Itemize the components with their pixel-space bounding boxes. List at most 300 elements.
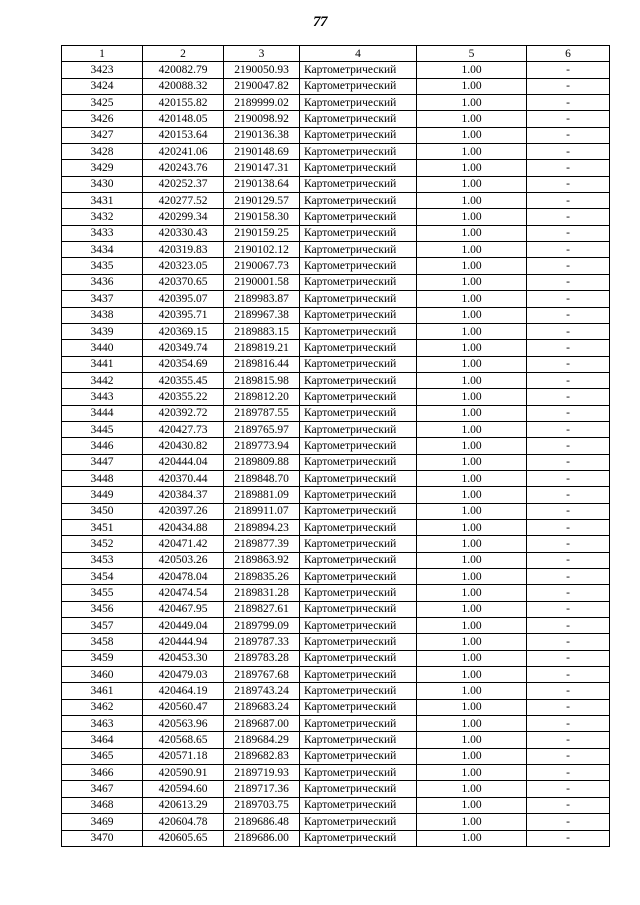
x-coordinate-cell: 420355.45 <box>143 372 224 388</box>
table-row <box>62 454 610 470</box>
description-cell: - <box>527 160 610 176</box>
x-coordinate-cell: 420434.88 <box>143 519 224 535</box>
y-coordinate-cell: 2190067.73 <box>224 258 300 274</box>
point-number-cell: 3446 <box>62 438 143 454</box>
table-row <box>62 356 610 372</box>
point-number-cell: 3466 <box>62 765 143 781</box>
method-cell: Картометрический <box>300 193 417 209</box>
table-row <box>62 274 610 290</box>
accuracy-cell: 1.00 <box>417 585 527 601</box>
description-cell: - <box>527 274 610 290</box>
x-coordinate-cell: 420082.79 <box>143 62 224 78</box>
table-row <box>62 716 610 732</box>
accuracy-cell: 1.00 <box>417 618 527 634</box>
x-coordinate-cell: 420370.44 <box>143 470 224 486</box>
description-cell: - <box>527 618 610 634</box>
y-coordinate-cell: 2190148.69 <box>224 144 300 160</box>
point-number-cell: 3445 <box>62 421 143 437</box>
method-cell: Картометрический <box>300 634 417 650</box>
x-coordinate-cell: 420568.65 <box>143 732 224 748</box>
method-cell: Картометрический <box>300 569 417 585</box>
y-coordinate-cell: 2189819.21 <box>224 340 300 356</box>
y-coordinate-cell: 2189983.87 <box>224 291 300 307</box>
description-cell: - <box>527 732 610 748</box>
y-coordinate-cell: 2190098.92 <box>224 111 300 127</box>
accuracy-cell: 1.00 <box>417 438 527 454</box>
description-cell: - <box>527 225 610 241</box>
method-cell: Картометрический <box>300 127 417 143</box>
y-coordinate-cell: 2189894.23 <box>224 519 300 535</box>
method-cell: Картометрический <box>300 830 417 846</box>
method-cell: Картометрический <box>300 585 417 601</box>
y-coordinate-cell: 2189809.88 <box>224 454 300 470</box>
method-cell: Картометрический <box>300 372 417 388</box>
accuracy-cell: 1.00 <box>417 814 527 830</box>
y-coordinate-cell: 2189783.28 <box>224 650 300 666</box>
accuracy-cell: 1.00 <box>417 421 527 437</box>
description-cell: - <box>527 585 610 601</box>
table-row <box>62 421 610 437</box>
x-coordinate-cell: 420349.74 <box>143 340 224 356</box>
point-number-cell: 3463 <box>62 716 143 732</box>
x-coordinate-cell: 420613.29 <box>143 797 224 813</box>
method-cell: Картометрический <box>300 95 417 111</box>
y-coordinate-cell: 2189719.93 <box>224 765 300 781</box>
table-row <box>62 487 610 503</box>
description-cell: - <box>527 699 610 715</box>
table-row <box>62 585 610 601</box>
y-coordinate-cell: 2189877.39 <box>224 536 300 552</box>
accuracy-cell: 1.00 <box>417 830 527 846</box>
table-row <box>62 225 610 241</box>
x-coordinate-cell: 420503.26 <box>143 552 224 568</box>
column-header-2: 2 <box>143 46 224 62</box>
description-cell: - <box>527 781 610 797</box>
point-number-cell: 3432 <box>62 209 143 225</box>
y-coordinate-cell: 2189911.07 <box>224 503 300 519</box>
y-coordinate-cell: 2189787.55 <box>224 405 300 421</box>
point-number-cell: 3442 <box>62 372 143 388</box>
accuracy-cell: 1.00 <box>417 454 527 470</box>
table-row <box>62 683 610 699</box>
table-row <box>62 405 610 421</box>
description-cell: - <box>527 291 610 307</box>
y-coordinate-cell: 2189812.20 <box>224 389 300 405</box>
accuracy-cell: 1.00 <box>417 111 527 127</box>
point-number-cell: 3449 <box>62 487 143 503</box>
method-cell: Картометрический <box>300 667 417 683</box>
y-coordinate-cell: 2189683.24 <box>224 699 300 715</box>
description-cell: - <box>527 209 610 225</box>
accuracy-cell: 1.00 <box>417 95 527 111</box>
x-coordinate-cell: 420088.32 <box>143 78 224 94</box>
x-coordinate-cell: 420453.30 <box>143 650 224 666</box>
method-cell: Картометрический <box>300 62 417 78</box>
point-number-cell: 3429 <box>62 160 143 176</box>
method-cell: Картометрический <box>300 176 417 192</box>
x-coordinate-cell: 420330.43 <box>143 225 224 241</box>
table-row <box>62 552 610 568</box>
y-coordinate-cell: 2190047.82 <box>224 78 300 94</box>
x-coordinate-cell: 420563.96 <box>143 716 224 732</box>
accuracy-cell: 1.00 <box>417 258 527 274</box>
description-cell: - <box>527 503 610 519</box>
table-row <box>62 323 610 339</box>
x-coordinate-cell: 420478.04 <box>143 569 224 585</box>
point-number-cell: 3464 <box>62 732 143 748</box>
column-header-3: 3 <box>224 46 300 62</box>
x-coordinate-cell: 420571.18 <box>143 748 224 764</box>
table-row <box>62 307 610 323</box>
x-coordinate-cell: 420323.05 <box>143 258 224 274</box>
accuracy-cell: 1.00 <box>417 748 527 764</box>
x-coordinate-cell: 420392.72 <box>143 405 224 421</box>
table-row <box>62 176 610 192</box>
y-coordinate-cell: 2189787.33 <box>224 634 300 650</box>
description-cell: - <box>527 127 610 143</box>
y-coordinate-cell: 2189767.68 <box>224 667 300 683</box>
x-coordinate-cell: 420474.54 <box>143 585 224 601</box>
x-coordinate-cell: 420155.82 <box>143 95 224 111</box>
method-cell: Картометрический <box>300 340 417 356</box>
y-coordinate-cell: 2189684.29 <box>224 732 300 748</box>
point-number-cell: 3459 <box>62 650 143 666</box>
method-cell: Картометрический <box>300 323 417 339</box>
y-coordinate-cell: 2189743.24 <box>224 683 300 699</box>
method-cell: Картометрический <box>300 732 417 748</box>
point-number-cell: 3457 <box>62 618 143 634</box>
method-cell: Картометрический <box>300 814 417 830</box>
description-cell: - <box>527 830 610 846</box>
accuracy-cell: 1.00 <box>417 307 527 323</box>
accuracy-cell: 1.00 <box>417 699 527 715</box>
accuracy-cell: 1.00 <box>417 274 527 290</box>
description-cell: - <box>527 748 610 764</box>
method-cell: Картометрический <box>300 307 417 323</box>
point-number-cell: 3462 <box>62 699 143 715</box>
point-number-cell: 3424 <box>62 78 143 94</box>
x-coordinate-cell: 420241.06 <box>143 144 224 160</box>
x-coordinate-cell: 420467.95 <box>143 601 224 617</box>
table-row <box>62 193 610 209</box>
point-number-cell: 3450 <box>62 503 143 519</box>
table-header-row <box>62 46 610 62</box>
accuracy-cell: 1.00 <box>417 797 527 813</box>
y-coordinate-cell: 2189682.83 <box>224 748 300 764</box>
y-coordinate-cell: 2189686.00 <box>224 830 300 846</box>
y-coordinate-cell: 2189831.28 <box>224 585 300 601</box>
description-cell: - <box>527 569 610 585</box>
description-cell: - <box>527 683 610 699</box>
table-row <box>62 340 610 356</box>
description-cell: - <box>527 307 610 323</box>
table-row <box>62 242 610 258</box>
table-row <box>62 748 610 764</box>
point-number-cell: 3435 <box>62 258 143 274</box>
y-coordinate-cell: 2189967.38 <box>224 307 300 323</box>
column-header-4: 4 <box>300 46 417 62</box>
column-header-5: 5 <box>417 46 527 62</box>
y-coordinate-cell: 2189703.75 <box>224 797 300 813</box>
method-cell: Картометрический <box>300 683 417 699</box>
description-cell: - <box>527 470 610 486</box>
x-coordinate-cell: 420277.52 <box>143 193 224 209</box>
description-cell: - <box>527 258 610 274</box>
y-coordinate-cell: 2189881.09 <box>224 487 300 503</box>
method-cell: Картометрический <box>300 209 417 225</box>
table-row <box>62 470 610 486</box>
y-coordinate-cell: 2190158.30 <box>224 209 300 225</box>
table-row <box>62 95 610 111</box>
point-number-cell: 3447 <box>62 454 143 470</box>
description-cell: - <box>527 601 610 617</box>
y-coordinate-cell: 2190050.93 <box>224 62 300 78</box>
point-number-cell: 3467 <box>62 781 143 797</box>
point-number-cell: 3453 <box>62 552 143 568</box>
x-coordinate-cell: 420148.05 <box>143 111 224 127</box>
x-coordinate-cell: 420604.78 <box>143 814 224 830</box>
point-number-cell: 3470 <box>62 830 143 846</box>
method-cell: Картометрический <box>300 225 417 241</box>
accuracy-cell: 1.00 <box>417 144 527 160</box>
accuracy-cell: 1.00 <box>417 323 527 339</box>
description-cell: - <box>527 193 610 209</box>
accuracy-cell: 1.00 <box>417 62 527 78</box>
y-coordinate-cell: 2189686.48 <box>224 814 300 830</box>
method-cell: Картометрический <box>300 356 417 372</box>
method-cell: Картометрический <box>300 650 417 666</box>
point-number-cell: 3454 <box>62 569 143 585</box>
table-row <box>62 569 610 585</box>
accuracy-cell: 1.00 <box>417 716 527 732</box>
x-coordinate-cell: 420444.04 <box>143 454 224 470</box>
point-number-cell: 3440 <box>62 340 143 356</box>
x-coordinate-cell: 420594.60 <box>143 781 224 797</box>
y-coordinate-cell: 2189848.70 <box>224 470 300 486</box>
method-cell: Картометрический <box>300 405 417 421</box>
table-row <box>62 291 610 307</box>
description-cell: - <box>527 144 610 160</box>
method-cell: Картометрический <box>300 618 417 634</box>
point-number-cell: 3428 <box>62 144 143 160</box>
method-cell: Картометрический <box>300 291 417 307</box>
method-cell: Картометрический <box>300 503 417 519</box>
accuracy-cell: 1.00 <box>417 667 527 683</box>
y-coordinate-cell: 2189883.15 <box>224 323 300 339</box>
method-cell: Картометрический <box>300 536 417 552</box>
y-coordinate-cell: 2190138.64 <box>224 176 300 192</box>
page-number: 77 <box>313 14 327 30</box>
description-cell: - <box>527 716 610 732</box>
point-number-cell: 3455 <box>62 585 143 601</box>
table-row <box>62 618 610 634</box>
point-number-cell: 3461 <box>62 683 143 699</box>
method-cell: Картометрический <box>300 421 417 437</box>
accuracy-cell: 1.00 <box>417 487 527 503</box>
accuracy-cell: 1.00 <box>417 503 527 519</box>
x-coordinate-cell: 420370.65 <box>143 274 224 290</box>
table-row <box>62 536 610 552</box>
table-row <box>62 634 610 650</box>
description-cell: - <box>527 454 610 470</box>
description-cell: - <box>527 340 610 356</box>
point-number-cell: 3431 <box>62 193 143 209</box>
y-coordinate-cell: 2189863.92 <box>224 552 300 568</box>
x-coordinate-cell: 420590.91 <box>143 765 224 781</box>
method-cell: Картометрический <box>300 765 417 781</box>
description-cell: - <box>527 519 610 535</box>
point-number-cell: 3426 <box>62 111 143 127</box>
accuracy-cell: 1.00 <box>417 209 527 225</box>
x-coordinate-cell: 420243.76 <box>143 160 224 176</box>
point-number-cell: 3423 <box>62 62 143 78</box>
method-cell: Картометрический <box>300 438 417 454</box>
method-cell: Картометрический <box>300 716 417 732</box>
description-cell: - <box>527 552 610 568</box>
accuracy-cell: 1.00 <box>417 405 527 421</box>
point-number-cell: 3468 <box>62 797 143 813</box>
y-coordinate-cell: 2189799.09 <box>224 618 300 634</box>
description-cell: - <box>527 242 610 258</box>
method-cell: Картометрический <box>300 552 417 568</box>
table-row <box>62 209 610 225</box>
x-coordinate-cell: 420427.73 <box>143 421 224 437</box>
accuracy-cell: 1.00 <box>417 650 527 666</box>
x-coordinate-cell: 420384.37 <box>143 487 224 503</box>
table-row <box>62 438 610 454</box>
table-row <box>62 667 610 683</box>
accuracy-cell: 1.00 <box>417 225 527 241</box>
table-row <box>62 519 610 535</box>
method-cell: Картометрический <box>300 274 417 290</box>
y-coordinate-cell: 2189773.94 <box>224 438 300 454</box>
x-coordinate-cell: 420444.94 <box>143 634 224 650</box>
point-number-cell: 3441 <box>62 356 143 372</box>
method-cell: Картометрический <box>300 487 417 503</box>
point-number-cell: 3448 <box>62 470 143 486</box>
table-row <box>62 144 610 160</box>
point-number-cell: 3425 <box>62 95 143 111</box>
point-number-cell: 3427 <box>62 127 143 143</box>
accuracy-cell: 1.00 <box>417 732 527 748</box>
x-coordinate-cell: 420430.82 <box>143 438 224 454</box>
accuracy-cell: 1.00 <box>417 160 527 176</box>
table-row <box>62 503 610 519</box>
accuracy-cell: 1.00 <box>417 372 527 388</box>
description-cell: - <box>527 797 610 813</box>
x-coordinate-cell: 420252.37 <box>143 176 224 192</box>
accuracy-cell: 1.00 <box>417 683 527 699</box>
method-cell: Картометрический <box>300 160 417 176</box>
description-cell: - <box>527 389 610 405</box>
coordinates-table <box>61 45 610 847</box>
table-row <box>62 62 610 78</box>
accuracy-cell: 1.00 <box>417 242 527 258</box>
description-cell: - <box>527 372 610 388</box>
accuracy-cell: 1.00 <box>417 176 527 192</box>
y-coordinate-cell: 2190136.38 <box>224 127 300 143</box>
description-cell: - <box>527 814 610 830</box>
x-coordinate-cell: 420369.15 <box>143 323 224 339</box>
description-cell: - <box>527 536 610 552</box>
method-cell: Картометрический <box>300 748 417 764</box>
accuracy-cell: 1.00 <box>417 389 527 405</box>
y-coordinate-cell: 2189815.98 <box>224 372 300 388</box>
method-cell: Картометрический <box>300 781 417 797</box>
x-coordinate-cell: 420319.83 <box>143 242 224 258</box>
x-coordinate-cell: 420560.47 <box>143 699 224 715</box>
x-coordinate-cell: 420397.26 <box>143 503 224 519</box>
point-number-cell: 3469 <box>62 814 143 830</box>
y-coordinate-cell: 2189827.61 <box>224 601 300 617</box>
accuracy-cell: 1.00 <box>417 340 527 356</box>
description-cell: - <box>527 438 610 454</box>
x-coordinate-cell: 420479.03 <box>143 667 224 683</box>
description-cell: - <box>527 765 610 781</box>
point-number-cell: 3458 <box>62 634 143 650</box>
point-number-cell: 3430 <box>62 176 143 192</box>
y-coordinate-cell: 2189835.26 <box>224 569 300 585</box>
point-number-cell: 3451 <box>62 519 143 535</box>
y-coordinate-cell: 2190159.25 <box>224 225 300 241</box>
table-row <box>62 372 610 388</box>
point-number-cell: 3465 <box>62 748 143 764</box>
description-cell: - <box>527 176 610 192</box>
x-coordinate-cell: 420395.07 <box>143 291 224 307</box>
table-row <box>62 732 610 748</box>
accuracy-cell: 1.00 <box>417 356 527 372</box>
point-number-cell: 3434 <box>62 242 143 258</box>
point-number-cell: 3438 <box>62 307 143 323</box>
method-cell: Картометрический <box>300 78 417 94</box>
accuracy-cell: 1.00 <box>417 536 527 552</box>
table-row <box>62 127 610 143</box>
x-coordinate-cell: 420153.64 <box>143 127 224 143</box>
point-number-cell: 3456 <box>62 601 143 617</box>
description-cell: - <box>527 650 610 666</box>
y-coordinate-cell: 2189717.36 <box>224 781 300 797</box>
table-row <box>62 389 610 405</box>
accuracy-cell: 1.00 <box>417 765 527 781</box>
method-cell: Картометрический <box>300 601 417 617</box>
y-coordinate-cell: 2189816.44 <box>224 356 300 372</box>
accuracy-cell: 1.00 <box>417 193 527 209</box>
accuracy-cell: 1.00 <box>417 552 527 568</box>
x-coordinate-cell: 420464.19 <box>143 683 224 699</box>
table-row <box>62 781 610 797</box>
table-row <box>62 650 610 666</box>
point-number-cell: 3433 <box>62 225 143 241</box>
table-row <box>62 160 610 176</box>
accuracy-cell: 1.00 <box>417 519 527 535</box>
accuracy-cell: 1.00 <box>417 781 527 797</box>
description-cell: - <box>527 111 610 127</box>
method-cell: Картометрический <box>300 258 417 274</box>
method-cell: Картометрический <box>300 699 417 715</box>
description-cell: - <box>527 667 610 683</box>
point-number-cell: 3439 <box>62 323 143 339</box>
table-row <box>62 258 610 274</box>
x-coordinate-cell: 420395.71 <box>143 307 224 323</box>
description-cell: - <box>527 356 610 372</box>
y-coordinate-cell: 2190147.31 <box>224 160 300 176</box>
y-coordinate-cell: 2189765.97 <box>224 421 300 437</box>
point-number-cell: 3443 <box>62 389 143 405</box>
x-coordinate-cell: 420354.69 <box>143 356 224 372</box>
y-coordinate-cell: 2189687.00 <box>224 716 300 732</box>
method-cell: Картометрический <box>300 454 417 470</box>
table-body <box>62 62 610 847</box>
